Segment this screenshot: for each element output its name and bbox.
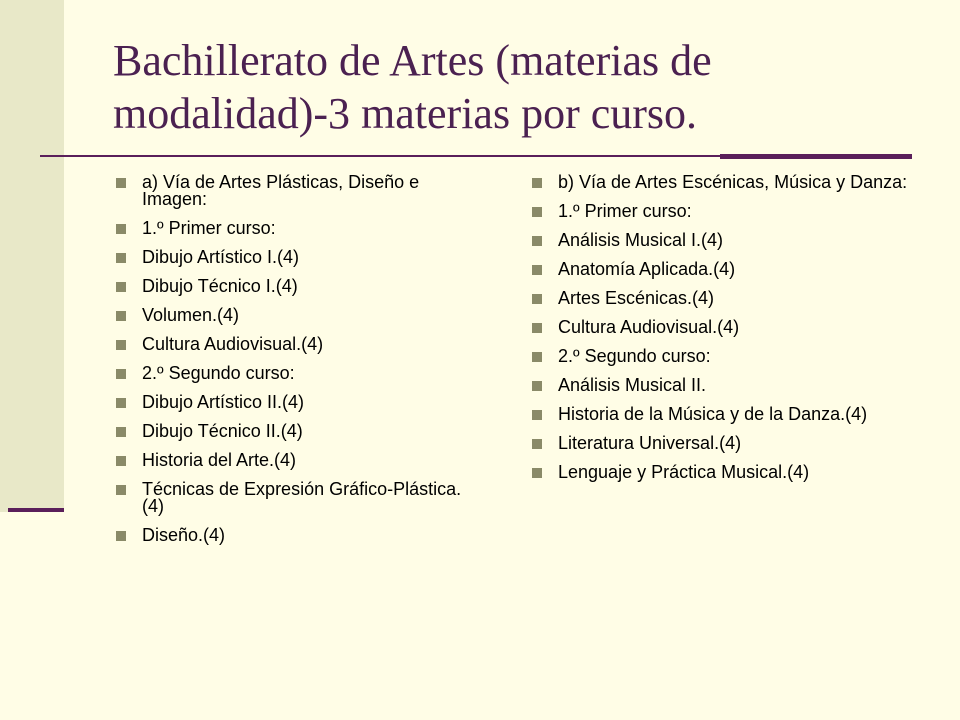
list-item	[532, 203, 912, 220]
list-item	[116, 174, 480, 208]
list-item	[116, 307, 480, 324]
square-bullet-icon	[532, 207, 542, 217]
square-bullet-icon	[116, 340, 126, 350]
list-item-text: Dibujo Técnico II.(4)	[142, 421, 303, 441]
square-bullet-icon	[532, 178, 542, 188]
list-item	[532, 377, 912, 394]
square-bullet-icon	[116, 224, 126, 234]
list-item-text: Anatomía Aplicada.(4)	[558, 259, 736, 279]
list-item-text: Cultura Audiovisual.(4)	[558, 317, 740, 337]
list-item	[116, 394, 480, 411]
list-item	[116, 336, 480, 353]
list-item-text: Lenguaje y Práctica Musical.(4)	[558, 462, 810, 482]
square-bullet-icon	[116, 456, 126, 466]
list-item-text: 2.º Segundo curso:	[558, 346, 711, 366]
list-item	[532, 319, 912, 336]
list-item	[116, 249, 480, 266]
list-item	[116, 481, 480, 515]
list-item	[116, 278, 480, 295]
square-bullet-icon	[532, 468, 542, 478]
square-bullet-icon	[532, 439, 542, 449]
square-bullet-icon	[116, 398, 126, 408]
list-item	[532, 348, 912, 365]
left-band-accent-line	[8, 508, 64, 512]
list-item	[532, 435, 912, 452]
square-bullet-icon	[116, 178, 126, 188]
list-item	[116, 527, 480, 544]
list-item	[116, 220, 480, 237]
square-bullet-icon	[116, 485, 126, 495]
square-bullet-icon	[532, 294, 542, 304]
list-item-text: b) Vía de Artes Escénicas, Música y Danza:	[558, 172, 908, 192]
square-bullet-icon	[532, 352, 542, 362]
square-bullet-icon	[116, 282, 126, 292]
list-item-text: 1.º Primer curso:	[142, 218, 276, 238]
list-item	[532, 464, 912, 481]
square-bullet-icon	[532, 323, 542, 333]
list-item	[116, 452, 480, 469]
square-bullet-icon	[116, 531, 126, 541]
title-divider-accent	[720, 154, 912, 159]
list-item-text: Dibujo Técnico I.(4)	[142, 276, 298, 296]
list-item-text: Diseño.(4)	[142, 525, 226, 545]
left-decorative-band	[0, 0, 64, 512]
list-item	[116, 423, 480, 440]
list-item-text: 2.º Segundo curso:	[142, 363, 295, 383]
square-bullet-icon	[116, 253, 126, 263]
square-bullet-icon	[116, 427, 126, 437]
list-item-text: Historia del Arte.(4)	[142, 450, 297, 470]
square-bullet-icon	[116, 369, 126, 379]
square-bullet-icon	[532, 265, 542, 275]
list-item-text: Análisis Musical I.(4)	[558, 230, 724, 250]
list-item-text: Dibujo Artístico I.(4)	[142, 247, 300, 267]
list-item-text: a) Vía de Artes Plásticas, Diseño e Imagen:	[142, 172, 420, 209]
list-item-text: Artes Escénicas.(4)	[558, 288, 715, 308]
list-item	[532, 406, 912, 423]
list-item	[532, 232, 912, 249]
list-item-text: Dibujo Artístico II.(4)	[142, 392, 305, 412]
slide-title: Bachillerato de Artes (materias de modalidad)-3 materias por curso.	[113, 36, 712, 138]
right-column-list	[532, 174, 912, 493]
list-item	[532, 174, 912, 191]
list-item-text: Técnicas de Expresión Gráfico-Plástica.(4)	[142, 479, 462, 516]
list-item-text: Análisis Musical II.	[558, 375, 707, 395]
square-bullet-icon	[532, 381, 542, 391]
list-item	[116, 365, 480, 382]
list-item-text: 1.º Primer curso:	[558, 201, 692, 221]
square-bullet-icon	[532, 236, 542, 246]
left-column-list	[116, 174, 480, 556]
square-bullet-icon	[532, 410, 542, 420]
list-item-text: Historia de la Música y de la Danza.(4)	[558, 404, 868, 424]
list-item	[532, 290, 912, 307]
list-item	[532, 261, 912, 278]
square-bullet-icon	[116, 311, 126, 321]
list-item-text: Cultura Audiovisual.(4)	[142, 334, 324, 354]
list-item-text: Literatura Universal.(4)	[558, 433, 742, 453]
list-item-text: Volumen.(4)	[142, 305, 240, 325]
